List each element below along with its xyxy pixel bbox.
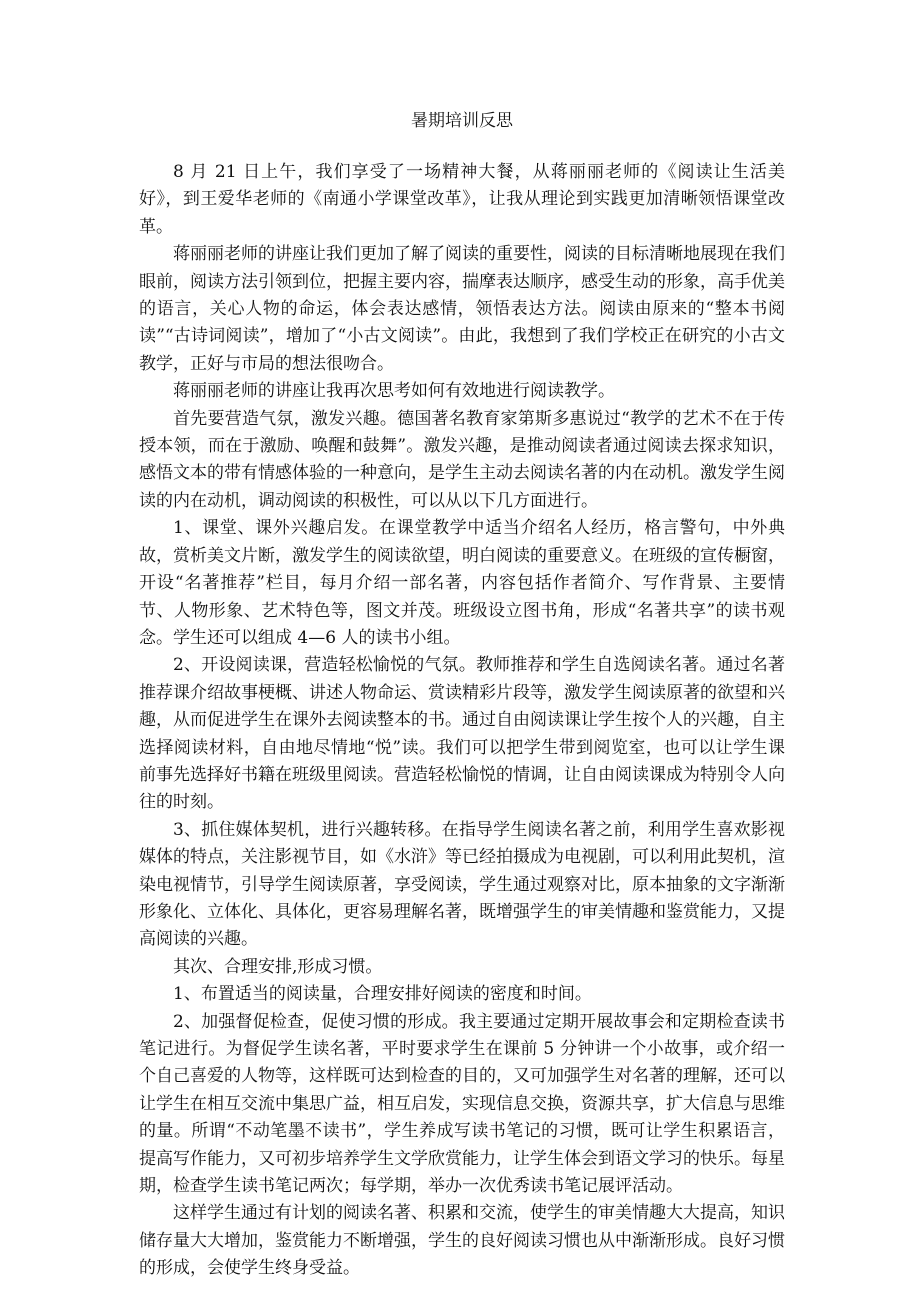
paragraph-10: 2、加强督促检查，促使习惯的形成。我主要通过定期开展故事会和定期检查读书笔记进行。为督促学生读名著，平时要求学生在课前 5 分钟讲一个小故事，或介绍一个自己喜爱的人物等，这样既可达到检查的目的，又可加强学生对名著的理解，还可以让学生在相互交流中集思广益，相互启发，实现信息交换，资源共享，扩大信息与思维的量。所谓“不动笔墨不读书”，学生养成写读书笔记的习惯，既可让学生积累语言，提高写作能力，又可初步培养学生文学欣赏能力，让学生体会到语文学习的快乐。每星期，检查学生读书笔记两次；每学期，举办一次优秀读书笔记展评活动。 <box>139 1011 785 1197</box>
paragraph-7: 3、抓住媒体契机，进行兴趣转移。在指导学生阅读名著之前，利用学生喜欢影视媒体的特点，关注影视节目，如《水浒》等已经拍摄成为电视剧，可以利用此契机，渲染电视情节，引导学生阅读原著，享受阅读，学生通过观察对比，原本抽象的文字渐渐形象化、立体化、具体化，更容易理解名著，既增强学生的审美情趣和鉴赏能力，又提高阅读的兴趣。 <box>139 819 785 950</box>
paragraph-3: 蒋丽丽老师的讲座让我再次思考如何有效地进行阅读教学。 <box>173 381 615 402</box>
document-page <box>139 108 785 1283</box>
paragraph-5: 1、课堂、课外兴趣启发。在课堂教学中适当介绍名人经历，格言警句，中外典故，赏析美文片断，激发学生的阅读欲望，明白阅读的重要意义。在班级的宣传橱窗，开设“名著推荐”栏目，每月介绍一部名著，内容包括作者简介、写作背景、主要情节、人物形象、艺术特色等，图文并茂。班级设立图书角，形成“名著共享”的读书观念。学生还可以组成 4—6 人的读书小组。 <box>139 518 785 648</box>
paragraph-6: 2、开设阅读课，营造轻松愉悦的气氛。教师推荐和学生自选阅读名著。通过名著推荐课介绍故事梗概、讲述人物命运、赏读精彩片段等，激发学生阅读原著的欲望和兴趣，从而促进学生在课外去阅读整本的书。通过自由阅读课让学生按个人的兴趣，自主选择阅读材料，自由地尽情地“悦”读。我们可以把学生带到阅览室，也可以让学生课前事先选择好书籍在班级里阅读。营造轻松愉悦的情调，让自由阅读课成为特别令人向往的时刻。 <box>139 655 785 813</box>
paragraph-4: 首先要营造气氛，激发兴趣。德国著名教育家第斯多惠说过“教学的艺术不在于传授本领，而在于激励、唤醒和鼓舞”。激发兴趣，是推动阅读者通过阅读去探求知识，感悟文本的带有情感体验的一种意向，是学生主动去阅读名著的内在动机。激发学生阅读的内在动机，调动阅读的积极性，可以从以下几方面进行。 <box>139 408 785 511</box>
paragraph-11: 这样学生通过有计划的阅读名著、积累和交流，使学生的审美情趣大大提高，知识储存量大大增加，鉴赏能力不断增强，学生的良好阅读习惯也从中渐渐形成。良好习惯的形成，会使学生终身受益。 <box>139 1203 785 1279</box>
paragraph-9: 1、布置适当的阅读量，合理安排好阅读的密度和时间。 <box>173 984 592 1005</box>
paragraph-1: 8 月 21 日上午，我们享受了一场精神大餐，从蒋丽丽老师的《阅读让生活美好》，到王爱华老师的《南通小学课堂改革》，让我从理论到实践更加清晰领悟课堂改革。 <box>139 162 785 237</box>
document-title: 暑期培训反思 <box>411 111 513 131</box>
paragraph-8: 其次、合理安排,形成习惯。 <box>173 956 383 977</box>
paragraph-2: 蒋丽丽老师的讲座让我们更加了解了阅读的重要性，阅读的目标清晰地展现在我们眼前，阅读方法引领到位，把握主要内容，揣摩表达顺序，感受生动的形象，高手优美的语言，关心人物的命运，体会表达感情，领悟表达方法。阅读由原来的“整本书阅读”“古诗词阅读”，增加了“小古文阅读”。由此，我想到了我们学校正在研究的小古文教学，正好与市局的想法很吻合。 <box>139 244 785 374</box>
